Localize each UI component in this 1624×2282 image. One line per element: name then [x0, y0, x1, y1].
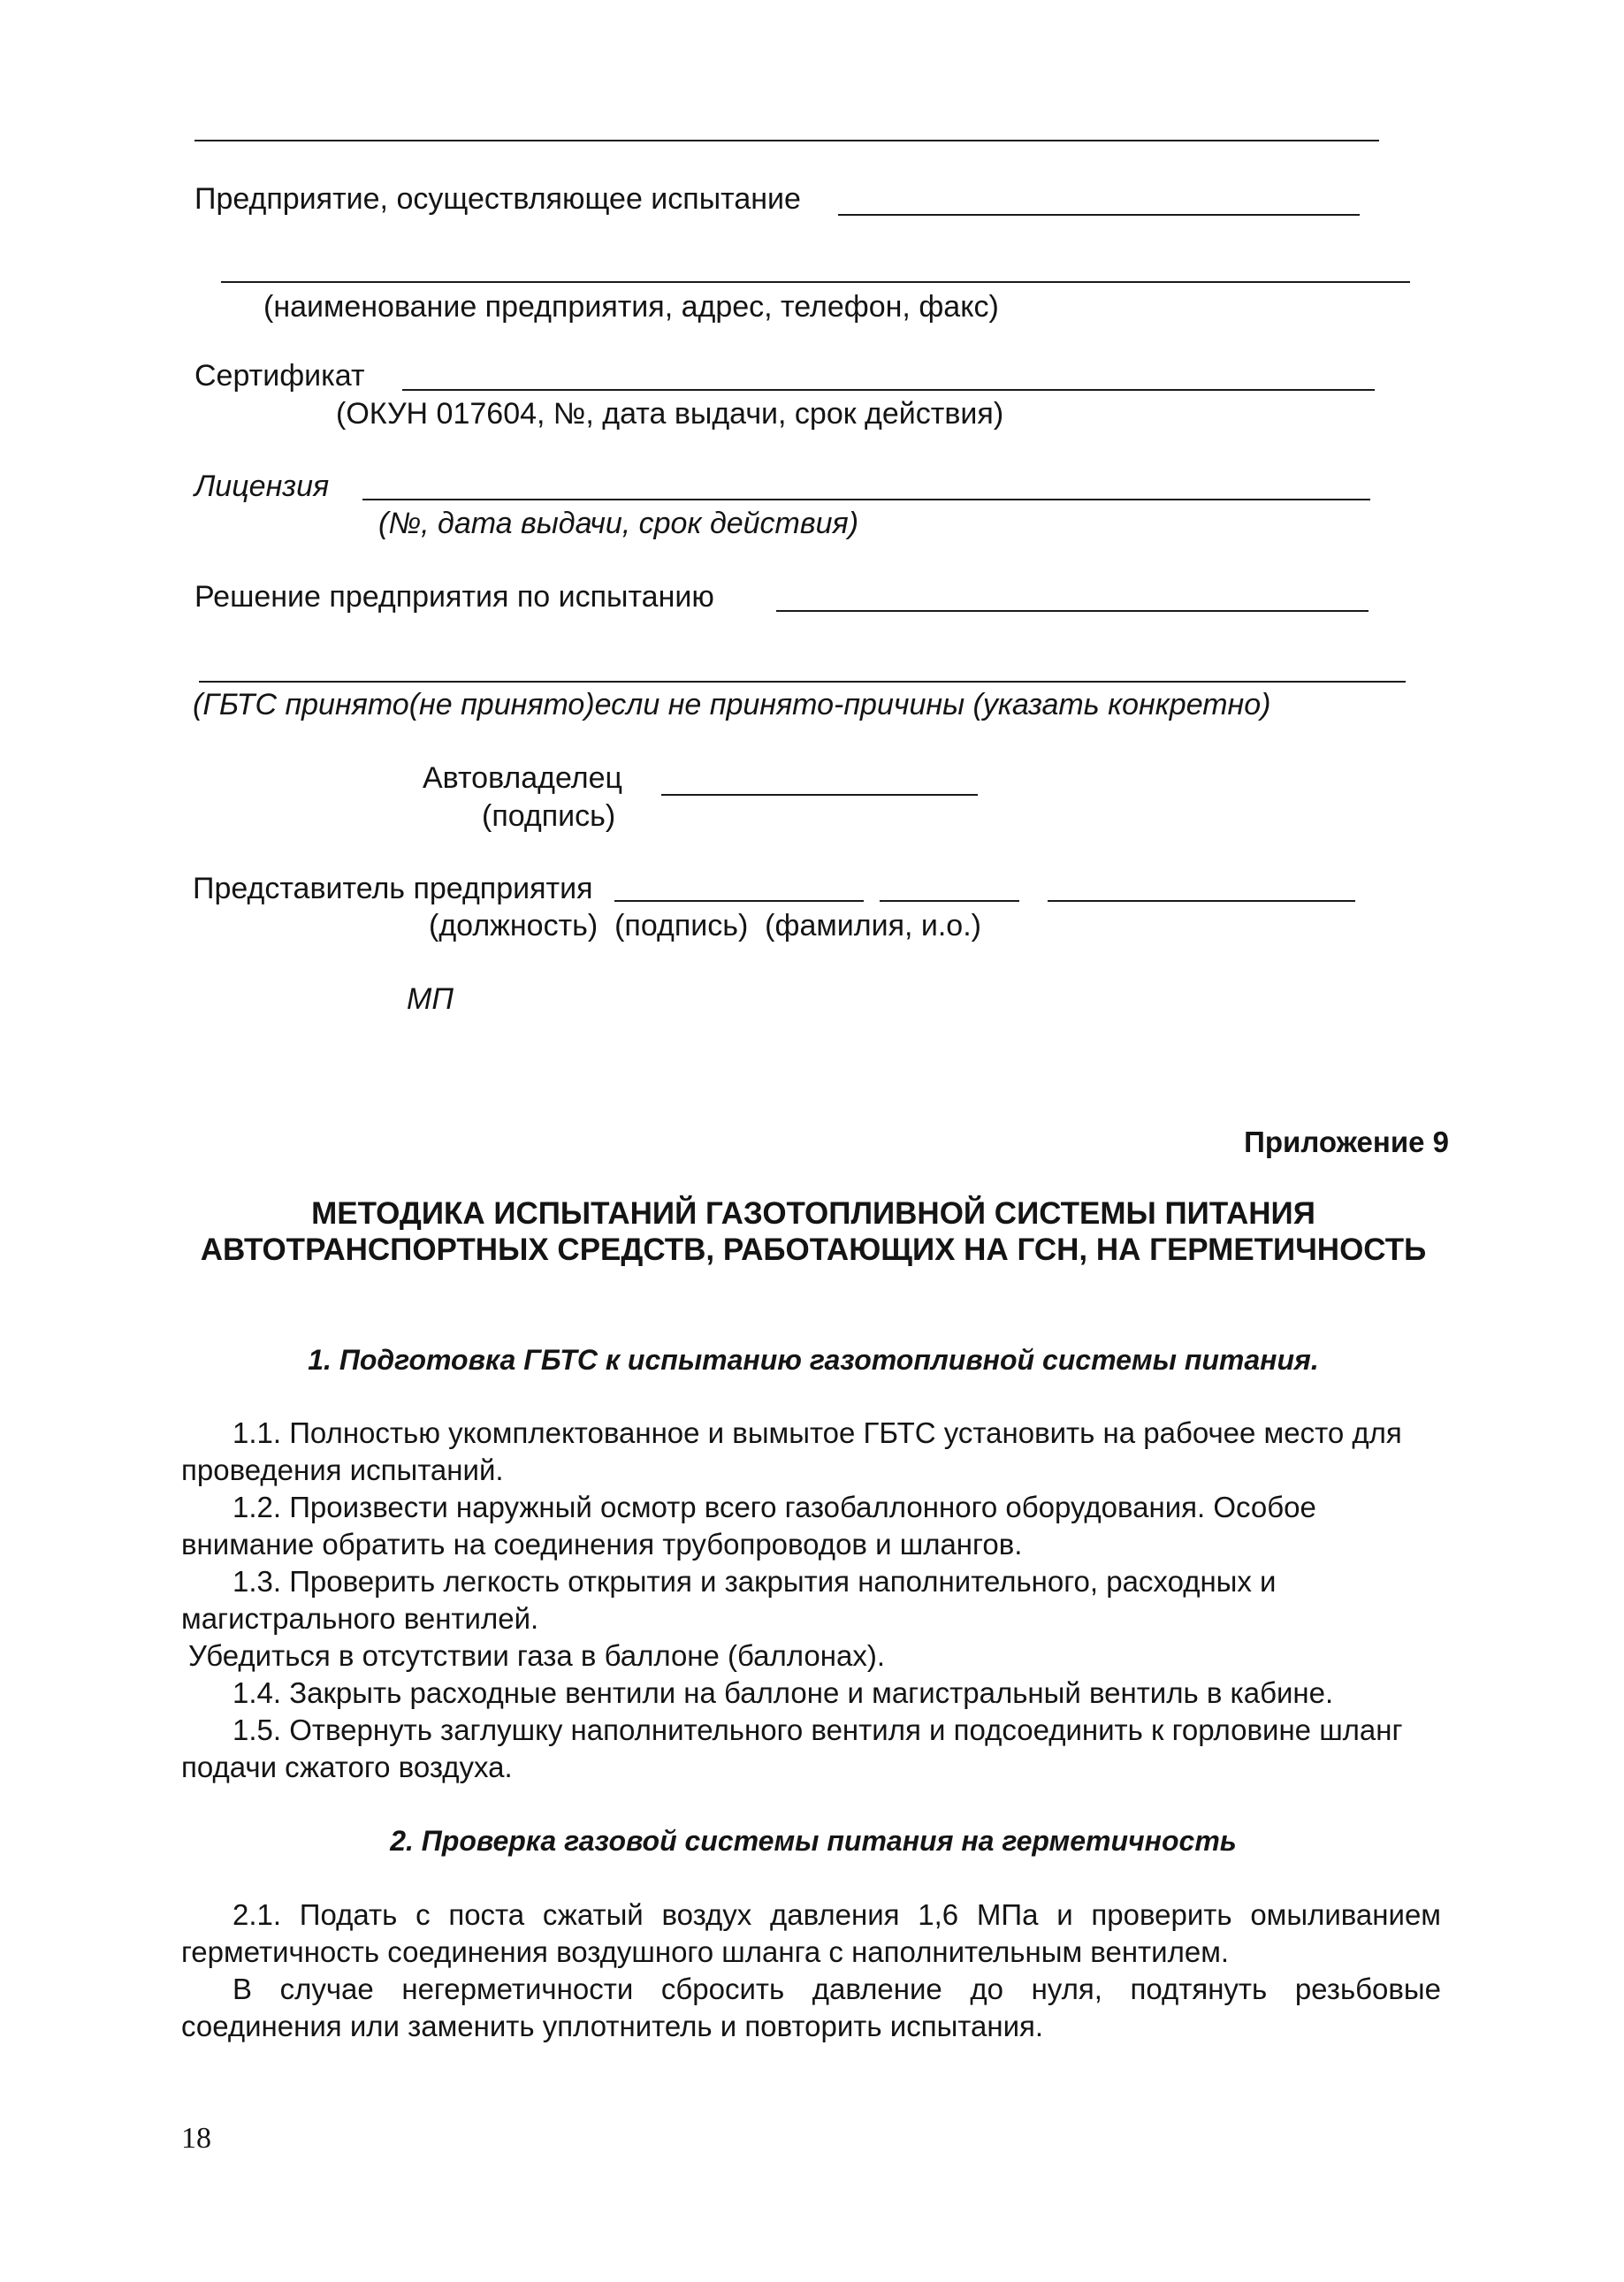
certificate-label: Сертификат — [194, 359, 365, 393]
decision-hint: (ГБТС принято(не принято)если не принято-причины (указать конкретно) — [193, 688, 1271, 721]
enterprise-hint: (наименование предприятия, адрес, телефон, факс) — [263, 290, 999, 324]
signature-line — [880, 900, 1019, 902]
decision-label: Решение предприятия по испытанию — [194, 580, 714, 614]
certificate-field-line — [402, 389, 1375, 391]
section-1-heading: 1. Подготовка ГБТС к испытанию газотопливной системы питания. — [308, 1344, 1319, 1376]
section-2-heading: 2. Проверка газовой системы питания на герметичность — [390, 1825, 1237, 1857]
decision-field-line-2 — [199, 681, 1406, 683]
section-2-body — [181, 1897, 1441, 2045]
paragraph-1-3b: Убедиться в отсутствии газа в баллоне (баллонах). — [188, 1639, 886, 1672]
position-line — [614, 900, 864, 902]
representative-label: Представитель предприятия — [193, 872, 593, 905]
paragraph-1-3: 1.3. Проверить легкость открытия и закрытия наполнительного, расходных и магистрального вентилей. — [181, 1565, 1277, 1635]
appendix-label: Приложение 9 — [1244, 1126, 1449, 1158]
decision-field-line — [776, 610, 1369, 612]
paragraph-2-1: 2.1. Подать с поста сжатый воздух давления 1,6 МПа и проверить омыливанием герметичность соединения воздушного шланга с наполнительным вентилем. — [181, 1898, 1441, 1968]
owner-label: Автовладелец — [423, 761, 622, 795]
owner-hint: (подпись) — [482, 799, 616, 833]
paragraph-2-2: В случае негерметичности сбросить давление до нуля, подтянуть резьбовые соединения или заменить уплотнитель и повторить испытания. — [181, 1973, 1441, 2042]
certificate-hint: (ОКУН 017604, №, дата выдачи, срок действия) — [336, 397, 1004, 431]
appendix-title-line-2: АВТОТРАНСПОРТНЫХ СРЕДСТВ, РАБОТАЮЩИХ НА ГСН, НА ГЕРМЕТИЧНОСТЬ — [200, 1233, 1427, 1267]
paragraph-1-1: 1.1. Полностью укомплектованное и вымытое ГБТС установить на рабочее место для проведения испытаний. — [181, 1416, 1402, 1486]
enterprise-label: Предприятие, осуществляющее испытание — [194, 182, 801, 216]
page-number: 18 — [181, 2122, 211, 2155]
section-1-body — [181, 1415, 1441, 1786]
license-hint: (№, дата выдачи, срок действия) — [378, 507, 859, 540]
name-line — [1048, 900, 1355, 902]
appendix-title — [141, 1195, 1485, 1268]
paragraph-1-2: 1.2. Произвести наружный осмотр всего газобаллонного оборудования. Особое внимание обратить на соединения трубопроводов и шлангов. — [181, 1491, 1316, 1561]
paragraph-1-4: 1.4. Закрыть расходные вентили на баллоне и магистральный вентиль в кабине. — [233, 1676, 1334, 1709]
license-field-line — [362, 499, 1370, 500]
enterprise-field-line-2 — [221, 281, 1410, 283]
appendix-title-line-1: МЕТОДИКА ИСПЫТАНИЙ ГАЗОТОПЛИВНОЙ СИСТЕМЫ ПИТАНИЯ — [311, 1196, 1315, 1231]
owner-signature-line — [661, 794, 978, 796]
paragraph-1-5: 1.5. Отвернуть заглушку наполнительного вентиля и подсоединить к горловине шланг подачи сжатого воздуха. — [181, 1713, 1403, 1783]
license-label: Лицензия — [194, 469, 330, 503]
stamp-mark: МП — [407, 982, 454, 1016]
enterprise-field-line — [838, 214, 1360, 216]
representative-hint: (должность) (подпись) (фамилия, и.о.) — [429, 909, 981, 943]
top-rule — [194, 140, 1379, 141]
